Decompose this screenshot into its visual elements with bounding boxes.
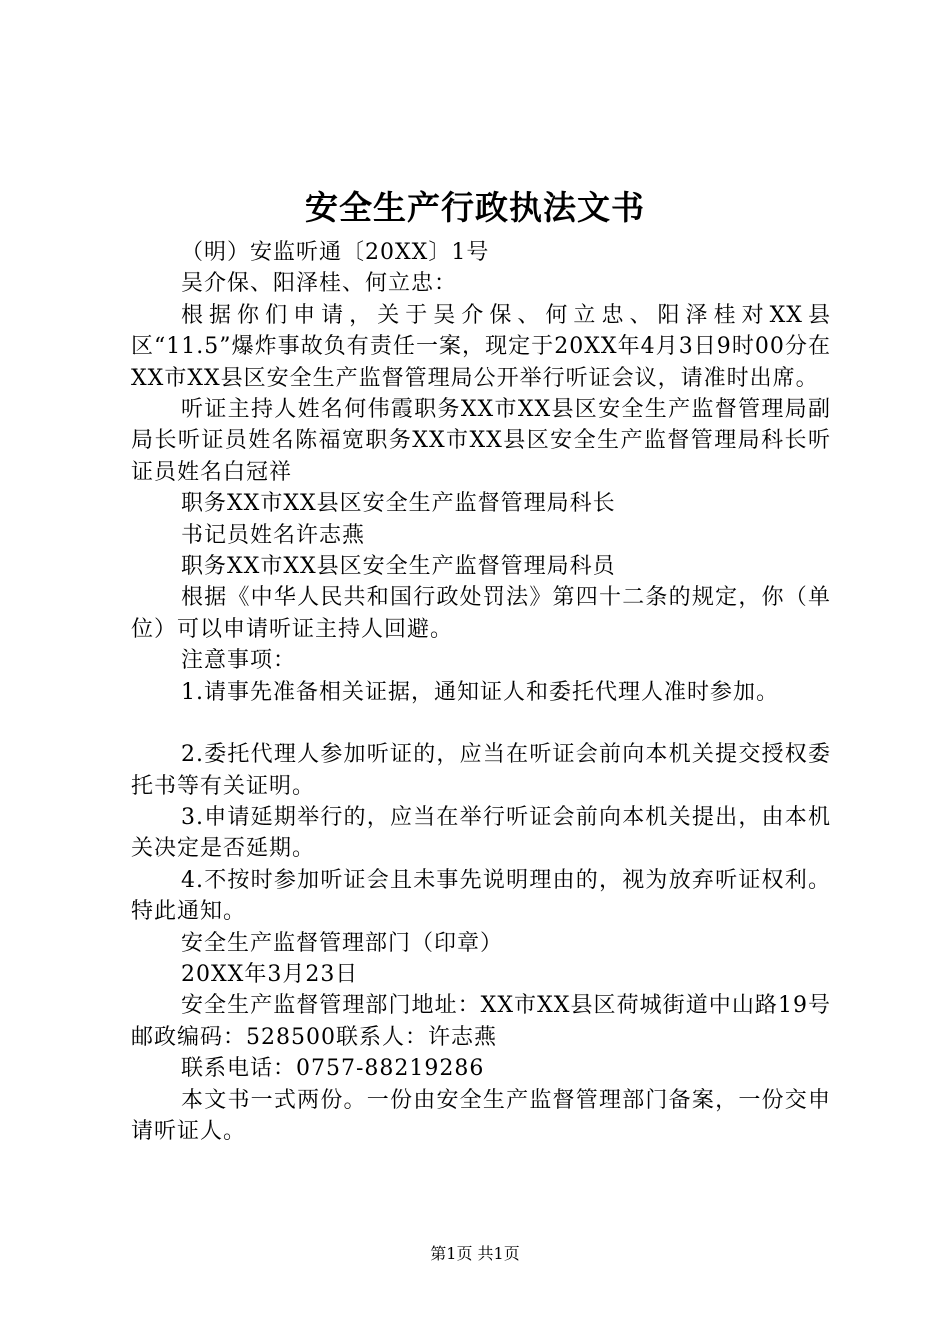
- page-number-footer: 第1页 共1页: [430, 1244, 520, 1263]
- document-title: 安全生产行政执法文书: [305, 188, 645, 227]
- contact-phone: 联系电话：0757-88219286: [181, 1056, 485, 1082]
- issuing-department-seal: 安全生产监督管理部门（印章）: [181, 930, 504, 956]
- clerk-name: 书记员姓名许志燕: [181, 522, 366, 548]
- document-number: （明）安监听通〔20XX〕1号: [181, 240, 490, 265]
- note-item-3: 3.申请延期举行的，应当在举行听证会前向本机关提出，由本机关决定是否延期。: [131, 804, 831, 862]
- notes-heading: 注意事项：: [181, 648, 297, 674]
- legal-basis-paragraph: 根据《中华人民共和国行政处罚法》第四十二条的规定，你（单位）可以申请听证主持人回避。: [131, 585, 831, 642]
- note-item-2: 2.委托代理人参加听证的，应当在听证会前向本机关提交授权委托书等有关证明。: [131, 742, 831, 799]
- copies-note: 本文书一式两份。一份由安全生产监督管理部门备案，一份交申请听证人。: [131, 1087, 831, 1144]
- note-item-4: 4.不按时参加听证会且未事先说明理由的，视为放弃听证权利。特此通知。: [131, 867, 831, 925]
- department-address: 安全生产监督管理部门地址：XX市XX县区荷城街道中山路19号邮政编码：528500联系人：许志燕: [131, 993, 831, 1050]
- hearing-officer-position: 职务XX市XX县区安全生产监督管理局科长: [181, 491, 616, 517]
- issue-date: 20XX年3月23日: [181, 961, 359, 987]
- hearing-staff-paragraph: 听证主持人姓名何伟霞职务XX市XX县区安全生产监督管理局副局长听证员姓名陈福宽职务XX市XX县区安全生产监督管理局科长听证员姓名白冠祥: [131, 397, 831, 485]
- blank-line: [131, 708, 831, 739]
- note-item-1: 1.请事先准备相关证据，通知证人和委托代理人准时参加。: [181, 679, 779, 705]
- hearing-notice-paragraph: 根据你们申请，关于吴介保、何立忠、阳泽桂对XX县区“11.5”爆炸事故负有责任一案，现定于20XX年4月3日9时00分在XX市XX县区安全生产监督管理局公开举行听证会议，请准时出席。: [131, 302, 831, 391]
- document-body: [131, 237, 831, 1147]
- addressee: 吴介保、阳泽桂、何立忠：: [181, 271, 458, 297]
- clerk-position: 职务XX市XX县区安全生产监督管理局科员: [181, 554, 616, 580]
